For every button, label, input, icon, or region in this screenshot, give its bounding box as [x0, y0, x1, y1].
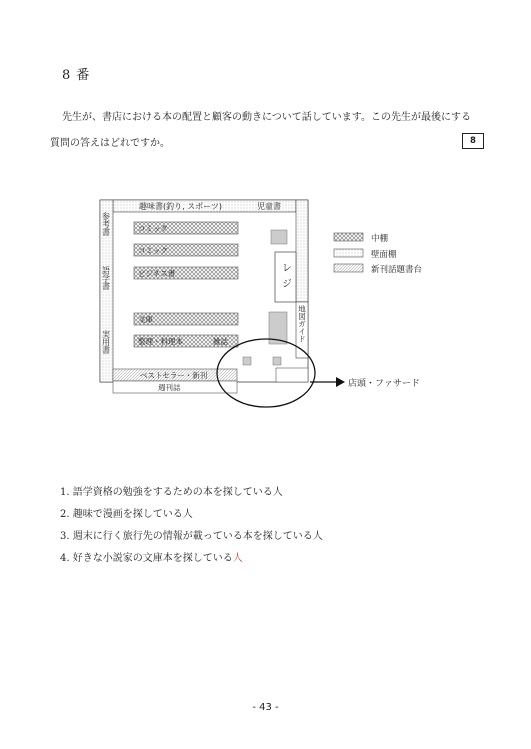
legend-label-new: 新刊話題書台 — [371, 265, 423, 275]
page-number: - 43 - — [252, 702, 279, 713]
legend-swatch-wall — [334, 249, 363, 257]
question-box: 8 — [462, 133, 484, 149]
intro-line-2: 質問の答えはどれですか。 — [50, 138, 170, 149]
option-1 — [60, 483, 283, 498]
small-box-1 — [243, 357, 251, 365]
option-2 — [60, 505, 193, 520]
label-business: ビジネス書 — [138, 269, 176, 278]
legend-label-wall: 壁面棚 — [371, 250, 397, 260]
label-map-guide: 地図ガイド — [297, 305, 307, 343]
option-text: 好きな小説家の文庫本を探している — [72, 553, 233, 564]
option-number: 4. — [60, 553, 70, 564]
option-number: 1. — [60, 487, 70, 498]
option-text: 語学資格の勉強をするための本を探している人 — [72, 487, 283, 498]
label-top-shelf: 趣味書(釣り, スポーツ) — [139, 202, 223, 211]
label-register: レジ — [279, 262, 291, 294]
right-wall-shelf — [296, 200, 308, 302]
entrance-mat — [276, 368, 308, 382]
legend-label-middle: 中棚 — [371, 234, 389, 244]
small-box-2 — [273, 357, 281, 365]
option-highlight: 人 — [232, 553, 243, 564]
label-cooking: 整理・料理本 — [138, 337, 183, 346]
label-reference: 参考書 — [101, 212, 111, 236]
option-4 — [60, 549, 243, 564]
option-text: 趣味で漫画を探している人 — [72, 509, 193, 520]
label-bestseller: ベストセラー・新刊 — [140, 371, 208, 380]
pillar-1 — [271, 230, 287, 244]
option-3 — [60, 527, 323, 542]
arrow-head — [336, 377, 345, 387]
intro-line-1: 先生が、書店における本の配置と顧客の動きについて話しています。この先生が最後にする — [62, 112, 471, 123]
option-text: 週末に行く旅行先の情報が載っている本を探している人 — [72, 531, 323, 542]
question-number: 8 番 — [62, 68, 91, 83]
label-practical: 実用書 — [101, 330, 111, 354]
legend-swatch-new — [334, 264, 363, 272]
label-weekly: 週刊誌 — [158, 383, 181, 392]
label-bunko: 文庫 — [138, 315, 153, 324]
option-number: 2. — [60, 509, 70, 520]
option-number: 3. — [60, 531, 70, 542]
arrow-label: 店頭・ファサード — [348, 379, 420, 389]
legend-swatch-middle — [334, 233, 363, 241]
label-childrens: 児童書 — [257, 202, 281, 211]
label-comic-1: コミック — [138, 224, 168, 233]
label-language: 語学書 — [101, 266, 111, 290]
label-magazine: 雑誌 — [213, 337, 228, 346]
label-comic-2: コミック — [138, 246, 168, 255]
